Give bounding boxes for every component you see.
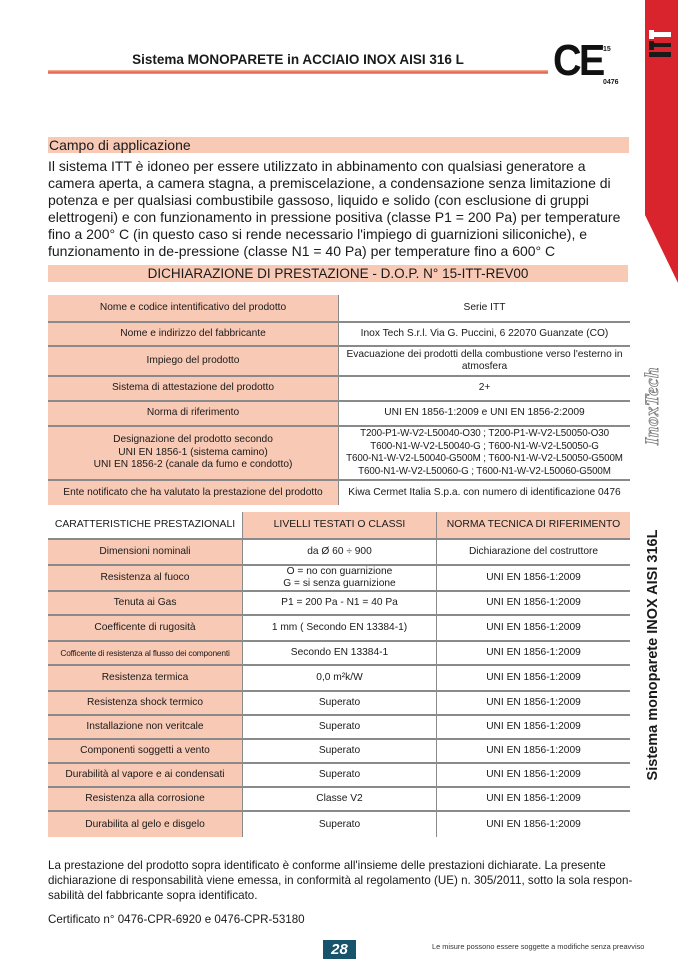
dop-key-line: Designazione del prodotto secondo (113, 434, 273, 446)
level-cell: 1 mm ( Secondo EN 13384-1) (243, 615, 437, 641)
application-text: Il sistema ITT è idoneo per essere utilizzato in abbinamento con qualsiasi generatore a camera aperta, a camera stagna, a premiscelazione, a condensazione senza limitazione di potenza e per qualsiasi combustibile gassoso, liquido e solido (con esclusione di gruppi elettrogeni) e con funzionamento in pressione positiva (classe P1 = 200 Pa) per temperature fino a 200° C (in questo caso si rende necessario l'impiego di guarnizioni siliconiche), e funzionamento in de-pressione (classe N1 = 40 Pa) per temperature fino a 600° C (48, 158, 621, 259)
dop-key (48, 426, 339, 480)
table-row (48, 346, 630, 376)
characteristic-cell: Dimensioni nominali (48, 539, 243, 565)
characteristic-cell: Componenti soggetti a vento (48, 739, 243, 763)
level-cell: Classe V2 (243, 787, 437, 811)
table-row (48, 811, 630, 837)
norm-cell: UNI EN 1856-1:2009 (437, 739, 631, 763)
norm-cell: UNI EN 1856-1:2009 (437, 565, 631, 591)
norm-cell: UNI EN 1856-1:2009 (437, 787, 631, 811)
ce-notified-body: 0476 (603, 79, 619, 86)
dop-value: Inox Tech S.r.l. Via G. Puccini, 6 22070 Guanzate (CO) (339, 322, 631, 346)
table-row (48, 763, 630, 787)
norm-cell: UNI EN 1856-1:2009 (437, 665, 631, 691)
table-row (48, 691, 630, 715)
inoxtech-logo (636, 356, 670, 456)
dop-value: Evacuazione dei prodotti della combustione verso l'esterno in atmosfera (339, 346, 631, 376)
level-cell: Secondo EN 13384-1 (243, 641, 437, 665)
norm-cell: UNI EN 1856-1:2009 (437, 763, 631, 787)
table-row (48, 565, 630, 591)
characteristic-cell: Installazione non veritcale (48, 715, 243, 739)
dop-value: Serie ITT (339, 295, 631, 322)
dop-value (339, 426, 631, 480)
norm-cell: UNI EN 1856-1:2009 (437, 615, 631, 641)
characteristic-cell: Durabilita al gelo e disgelo (48, 811, 243, 837)
table-row (48, 591, 630, 615)
level-line: G = si senza guarnizione (283, 578, 396, 589)
level-cell: Superato (243, 739, 437, 763)
level-cell: da Ø 60 ÷ 900 (243, 539, 437, 565)
page-title: Sistema MONOPARETE in ACCIAIO INOX AISI 316 L (132, 52, 464, 67)
column-header: LIVELLI TESTATI O CLASSI (243, 512, 437, 539)
column-header: CARATTERISTICHE PRESTAZIONALI (48, 512, 243, 539)
dop-heading: DICHIARAZIONE DI PRESTAZIONE - D.O.P. N° 15-ITT-REV00 (48, 265, 628, 282)
dop-value-line: T200-P1-W-V2-L50040-O30 ; T200-P1-W-V2-L50050-O30 (360, 428, 609, 439)
table-row (48, 615, 630, 641)
table-row (48, 739, 630, 763)
level-cell (243, 565, 437, 591)
characteristic-cell: Cofficente di resistenza al flusso dei componenti (48, 641, 243, 665)
itt-tab-label-icon (647, 28, 675, 60)
table-row (48, 787, 630, 811)
dop-value-line: T600-N1-W-V2-L50040-G500M ; T600-N1-W-V2-L50050-G500M (346, 453, 623, 464)
characteristic-cell: Resistenza shock termico (48, 691, 243, 715)
side-caption-text: Sistema monoparete INOX AISI 316L (645, 529, 661, 781)
dop-value: Kiwa Cermet Italia S.p.a. con numero di identificazione 0476 (348, 486, 621, 498)
dop-value-line: T600-N1-W-V2-L50040-G ; T600-N1-W-V2-L50050-G (370, 440, 599, 452)
level-cell: Superato (243, 715, 437, 739)
table-row (48, 376, 630, 401)
norm-cell: UNI EN 1856-1:2009 (437, 811, 631, 837)
level-cell: P1 = 200 Pa - N1 = 40 Pa (243, 591, 437, 615)
level-line: O = no con guarnizione (286, 566, 393, 577)
performance-table (48, 512, 630, 837)
level-cell: Superato (243, 811, 437, 837)
level-cell: Superato (243, 691, 437, 715)
conformity-statement: La prestazione del prodotto sopra identificato è conforme all'insieme delle prestazioni dichiarate. La presente dichiarazione di responsabilità viene emessa, in conformità al regolamento (UE) n. 305/2011, sotto la sola respon-sabilità del fabbricante sopra identificato. (48, 859, 633, 902)
dop-key: Sistema di attestazione del prodotto (48, 376, 339, 401)
dop-key: Ente notificato che ha valutato la prestazione del prodotto (48, 480, 339, 505)
level-cell: 0,0 m²k/W (243, 665, 437, 691)
dop-key: Nome e codice intentificativo del prodotto (48, 295, 339, 322)
dop-table (48, 295, 630, 505)
table-row (48, 426, 630, 480)
side-caption (636, 525, 670, 785)
disclaimer: Le misure possono essere soggette a modifiche senza preavviso (432, 942, 645, 951)
characteristic-cell: Coefficente di rugosità (48, 615, 243, 641)
table-row (48, 539, 630, 565)
table-row (48, 641, 630, 665)
certificate-number: Certificato n° 0476-CPR-6920 e 0476-CPR-53180 (48, 913, 305, 926)
ce-mark (553, 36, 623, 90)
norm-cell: UNI EN 1856-1:2009 (437, 691, 631, 715)
dop-key: Norma di riferimento (48, 401, 339, 426)
table-row (48, 715, 630, 739)
dop-value: UNI EN 1856-1:2009 e UNI EN 1856-2:2009 (339, 401, 631, 426)
title-underline (48, 70, 548, 74)
dop-key: Nome e indirizzo del fabbricante (48, 322, 339, 346)
dop-key-line: UNI EN 1856-1 (sistema camino) (118, 446, 268, 458)
inoxtech-logo-text: InoxTech (642, 366, 663, 446)
page-number: 28 (323, 940, 356, 959)
norm-cell: UNI EN 1856-1:2009 (437, 641, 631, 665)
norm-cell: UNI EN 1856-1:2009 (437, 591, 631, 615)
dop-key: Impiego del prodotto (48, 346, 339, 376)
column-header: NORMA TECNICA DI RIFERIMENTO (437, 512, 631, 539)
table-row (48, 401, 630, 426)
table-row (48, 665, 630, 691)
dop-value-line: T600-N1-W-V2-L50060-G ; T600-N1-W-V2-L50060-G500M (358, 465, 611, 477)
characteristic-cell: Resistenza alla corrosione (48, 787, 243, 811)
table-header-row (48, 512, 630, 539)
characteristic-cell: Resistenza termica (48, 665, 243, 691)
characteristic-cell: Durabilità al vapore e ai condensati (48, 763, 243, 787)
dop-key-line: UNI EN 1856-2 (canale da fumo e condotto) (93, 459, 293, 471)
level-cell: Superato (243, 763, 437, 787)
dop-value: 2+ (339, 376, 631, 401)
section-heading-application: Campo di applicazione (48, 137, 629, 153)
table-row (48, 295, 630, 322)
ce-symbol-icon: CE (553, 36, 603, 85)
table-row (48, 480, 630, 505)
performance-table-body (48, 539, 630, 837)
norm-cell: Dichiarazione del costruttore (437, 539, 631, 565)
norm-cell: UNI EN 1856-1:2009 (437, 715, 631, 739)
table-row (48, 322, 630, 346)
characteristic-cell: Resistenza al fuoco (48, 565, 243, 591)
ce-year: 15 (603, 46, 611, 53)
characteristic-cell: Tenuta ai Gas (48, 591, 243, 615)
